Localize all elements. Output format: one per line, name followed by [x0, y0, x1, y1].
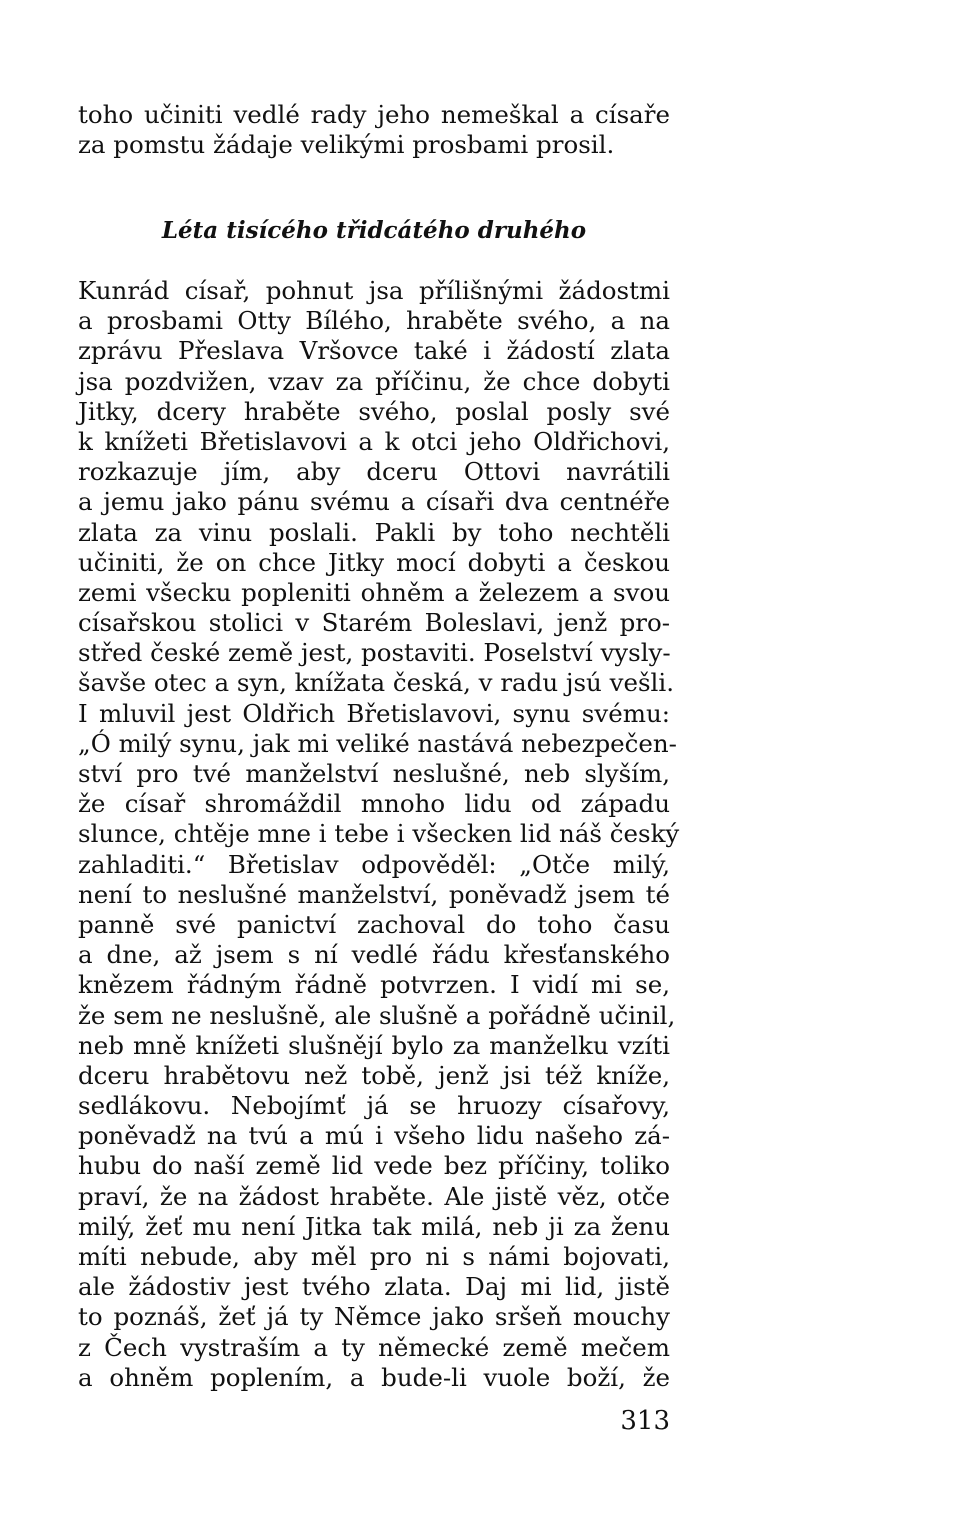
text-line: zemi všecku popleniti ohněm a železem a svou: [78, 577, 670, 607]
text-line: neb mně knížeti slušnějí bylo za manželku vzíti: [78, 1030, 670, 1060]
text-line: zlata za vinu poslali. Pakli by toho nechtěli: [78, 517, 670, 547]
text-line: „Ó milý synu, jak mi veliké nastává nebezpečen-: [78, 728, 677, 758]
text-line: učiniti, že on chce Jitky mocí dobyti a českou: [78, 547, 670, 577]
page-number: 313: [620, 1406, 670, 1436]
text-line: císařskou stolici v Starém Boleslavi, jenž pro-: [78, 608, 670, 638]
text-line: že císař shromáždil mnoho lidu od západu: [78, 789, 670, 819]
text-line: střed české země jest, postaviti. Poselství vysly-: [78, 638, 671, 668]
text-line: míti nebude, aby měl pro ni s námi bojovati,: [78, 1242, 670, 1271]
text-line: a jemu jako pánu svému a císaři dva centnéře: [78, 487, 670, 517]
text-line: šavše otec a syn, knížata česká, v radu jsú vešli.: [78, 668, 674, 698]
text-line: ství pro tvé manželství neslušné, neb slyším,: [78, 759, 670, 788]
text-line: sedlákovu. Nebojímť já se hruozy císařovy,: [78, 1091, 670, 1121]
text-line: a prosbami Otty Bílého, hraběte svého, a na: [78, 306, 670, 336]
text-line: že sem ne neslušně, ale slušně a pořádně učinil,: [78, 1000, 676, 1030]
text-line: a dne, až jsem s ní vedlé řádu křesťanského: [78, 940, 670, 970]
text-line: milý, žeť mu není Jitka tak milá, neb ji za ženu: [78, 1211, 670, 1241]
text-line: panně své panictví zachoval do toho času: [78, 909, 670, 939]
text-line: rozkazuje jím, aby dceru Ottovi navrátili: [78, 457, 670, 487]
text-line: dceru hrabětovu než tobě, jenž jsi též kníže,: [78, 1060, 670, 1090]
main-paragraph: [78, 276, 680, 1393]
text-line: slunce, chtěje mne i tebe i všecken lid náš český: [78, 819, 680, 849]
text-line: Kunrád císař, pohnut jsa přílišnými žádostmi: [78, 276, 670, 305]
text-line: k knížeti Břetislavovi a k otci jeho Oldřichovi,: [78, 426, 670, 456]
text-line: hubu do naší země lid vede bez příčiny, toliko: [78, 1151, 670, 1181]
text-line: to poznáš, žeť já ty Němce jako sršeň mouchy: [78, 1302, 670, 1332]
text-line: zprávu Přeslava Vršovce také i žádostí zlata: [78, 336, 670, 366]
text-line: I mluvil jest Oldřich Břetislavovi, synu svému:: [78, 698, 670, 728]
text-line: ale žádostiv jest tvého zlata. Daj mi lid, jistě: [78, 1272, 670, 1302]
text-line: a ohněm poplením, a bude-li vuole boží, že: [78, 1362, 670, 1392]
text-line: zahladiti.“ Břetislav odpověděl: „Otče milý,: [78, 849, 670, 879]
text-line: jsa pozdvižen, vzav za příčinu, že chce dobyti: [78, 366, 670, 396]
text-line: praví, že na žádost hraběte. Ale jistě věz, otče: [78, 1181, 670, 1211]
text-line: poněvadž na tvú a mú i všeho lidu našeho zá-: [78, 1121, 670, 1151]
chapter-heading: Léta tisícého třidcátého druhého: [161, 217, 587, 244]
text-line: není to neslušné manželství, poněvadž jsem té: [78, 879, 670, 909]
text-line: toho učiniti vedlé rady jeho nemeškal a císaře: [78, 100, 670, 129]
text-line: za pomstu žádaje velikými prosbami prosil.: [78, 130, 615, 160]
intro-paragraph: [78, 100, 670, 160]
text-line: Jitky, dcery hraběte svého, poslal posly své: [78, 396, 670, 426]
text-line: knězem řádným řádně potvrzen. I vidí mi se,: [78, 970, 670, 1000]
text-line: z Čech vystraším a ty německé země mečem: [78, 1332, 670, 1362]
